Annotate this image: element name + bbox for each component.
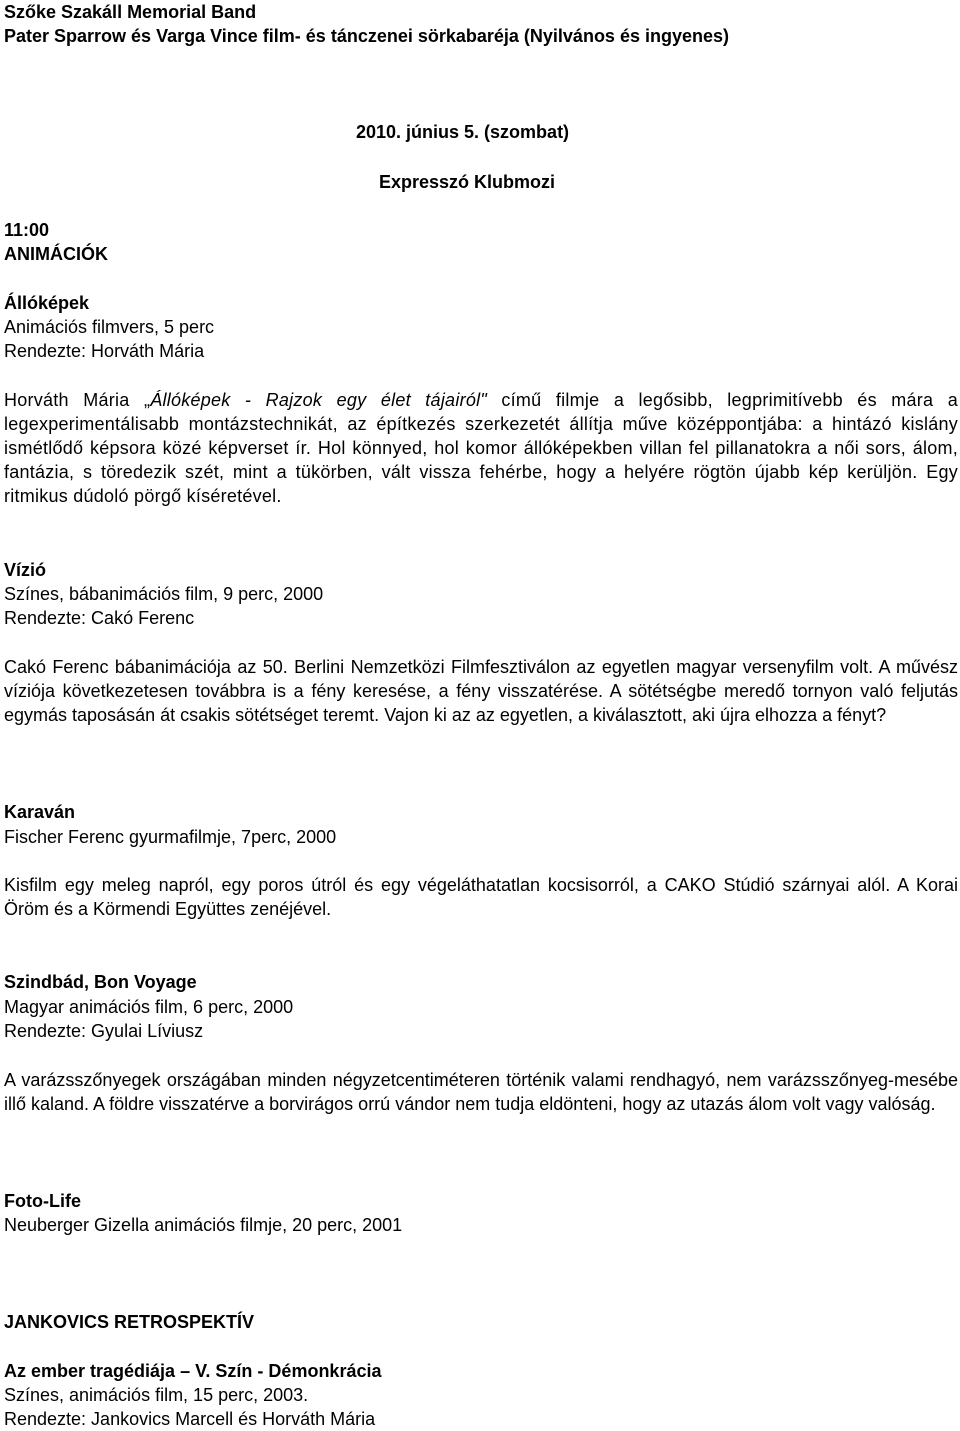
film-info-szindbad: Magyar animációs film, 6 perc, 2000 bbox=[4, 997, 294, 1017]
desc-lead: Horváth Mária „ bbox=[4, 390, 151, 410]
film-desc-allokepek bbox=[4, 388, 958, 508]
event-title: Pater Sparrow és Varga Vince film- és tánczenei sörkabaréja (Nyilvános és ingyenes) bbox=[4, 26, 729, 46]
event-time: 11:00 bbox=[4, 220, 50, 240]
film-info-vizio: Színes, bábanimációs film, 9 perc, 2000 bbox=[4, 584, 324, 604]
film-title-fotolife: Foto-Life bbox=[4, 1191, 81, 1211]
desc-body: című filmje a legősibb, legprimitívebb és mára a legexperimentálisabb montázstechnikát, az építkezés szerkezetét állítja műve középpontjába: a hintázó kislány ismétlődő képsora közé képverset ír. Hol könnyed, hol komor állóképekben villan fel pillanatokra a női sors, álom, fantázia, s töredezik szét, mint a tükörben, vált vissza fehérbe, hogy a helyére rögtön újabb kép kerüljön. Egy ritmikus dúdoló pörgő kíséretével. bbox=[4, 390, 958, 506]
band-name: Szőke Szakáll Memorial Band bbox=[4, 2, 257, 22]
film-title-allokepek: Állóképek bbox=[4, 293, 90, 313]
film-title-tragedia: Az ember tragédiája – V. Szín - Démonkrácia bbox=[4, 1361, 382, 1381]
film-title-karavan: Karaván bbox=[4, 802, 76, 822]
film-desc-szindbad: A varázsszőnyegek országában minden négyzetcentiméteren történik valami rendhagyó, nem varázsszőnyeg-mesébe illő kaland. A földre visszatérve a borvirágos orrú vándor nem tudja eldönteni, hogy az utazás álom volt vagy valóság. bbox=[4, 1070, 958, 1114]
film-director-szindbad: Rendezte: Gyulai Líviusz bbox=[4, 1021, 204, 1041]
film-info-allokepek: Animációs filmvers, 5 perc bbox=[4, 317, 215, 337]
film-director-allokepek: Rendezte: Horváth Mária bbox=[4, 341, 205, 361]
film-title-szindbad: Szindbád, Bon Voyage bbox=[4, 972, 197, 992]
film-info-fotolife: Neuberger Gizella animációs filmje, 20 perc, 2001 bbox=[4, 1215, 403, 1235]
film-director-tragedia: Rendezte: Jankovics Marcell és Horváth Mária bbox=[4, 1409, 376, 1429]
film-desc-karavan: Kisfilm egy meleg napról, egy poros útról és egy végeláthatatlan kocsisorról, a CAKO Stúdió szárnyai alól. A Korai Öröm és a Körmendi Együttes zenéjével. bbox=[4, 875, 958, 919]
section-title: ANIMÁCIÓK bbox=[4, 244, 108, 264]
film-info-karavan: Fischer Ferenc gyurmafilmje, 7perc, 2000 bbox=[4, 827, 337, 847]
retrospective-title: JANKOVICS RETROSPEKTÍV bbox=[4, 1312, 255, 1332]
film-director-vizio: Rendezte: Cakó Ferenc bbox=[4, 608, 195, 628]
event-date: 2010. június 5. (szombat) bbox=[356, 122, 570, 142]
event-venue: Expresszó Klubmozi bbox=[379, 172, 556, 192]
film-info-tragedia: Színes, animációs film, 15 perc, 2003. bbox=[4, 1385, 309, 1405]
film-title-vizio: Vízió bbox=[4, 560, 47, 580]
film-desc-vizio: Cakó Ferenc bábanimációja az 50. Berlini Nemzetközi Filmfesztiválon az egyetlen magyar versenyfilm volt. A művész víziója következetesen továbbra is a fény keresése, a fény visszatérése. A sötétségbe meredő tornyon való feljutás egymás taposásán át csakis sötétséget teremt. Vajon ki az az egyetlen, a kiválasztott, aki újra elhozza a fényt? bbox=[4, 657, 958, 725]
desc-italic-title: Állóképek - Rajzok egy élet tájairól" bbox=[150, 390, 487, 410]
